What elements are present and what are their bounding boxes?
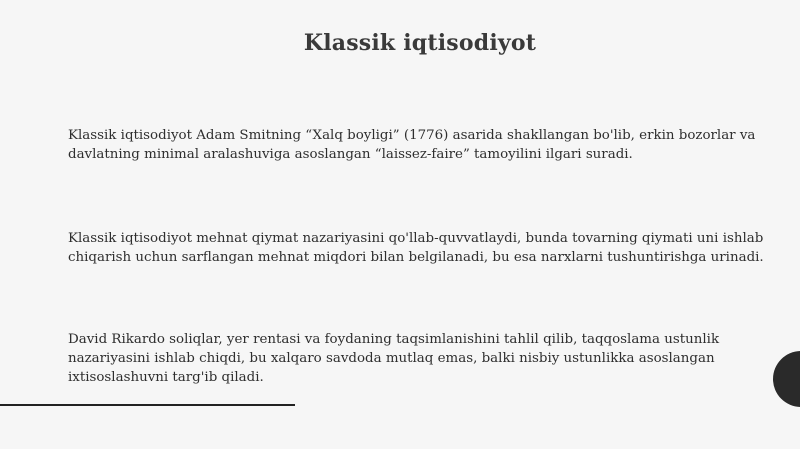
- paragraph-adam-smith: Klassik iqtisodiyot Adam Smitning “Xalq boyligi” (1776) asarida shakllangan bo'lib, erkin bozorlar va davlatning minimal aralashuviga asoslangan “laissez-faire” tamoyilini ilgari suradi.: [68, 128, 756, 162]
- decorative-circle: [773, 351, 800, 407]
- slide-title: Klassik iqtisodiyot: [303, 30, 537, 56]
- decorative-divider: [0, 404, 295, 406]
- paragraph-ricardo: David Rikardo soliqlar, yer rentasi va foydaning taqsimlanishini tahlil qilib, taqqoslama ustunlik nazariyasini ishlab chiqdi, bu xalqaro savdoda mutlaq emas, balki nisbiy ustunlikka asoslangan ixtisoslashuvni targ'ib qiladi.: [68, 332, 720, 385]
- paragraph-labor-theory: Klassik iqtisodiyot mehnat qiymat nazariyasini qo'llab-quvvatlaydi, bunda tovarning qiymati uni ishlab chiqarish uchun sarflangan mehnat miqdori bilan belgilanadi, bu esa narxlarni tushuntirishga urinadi.: [68, 231, 764, 265]
